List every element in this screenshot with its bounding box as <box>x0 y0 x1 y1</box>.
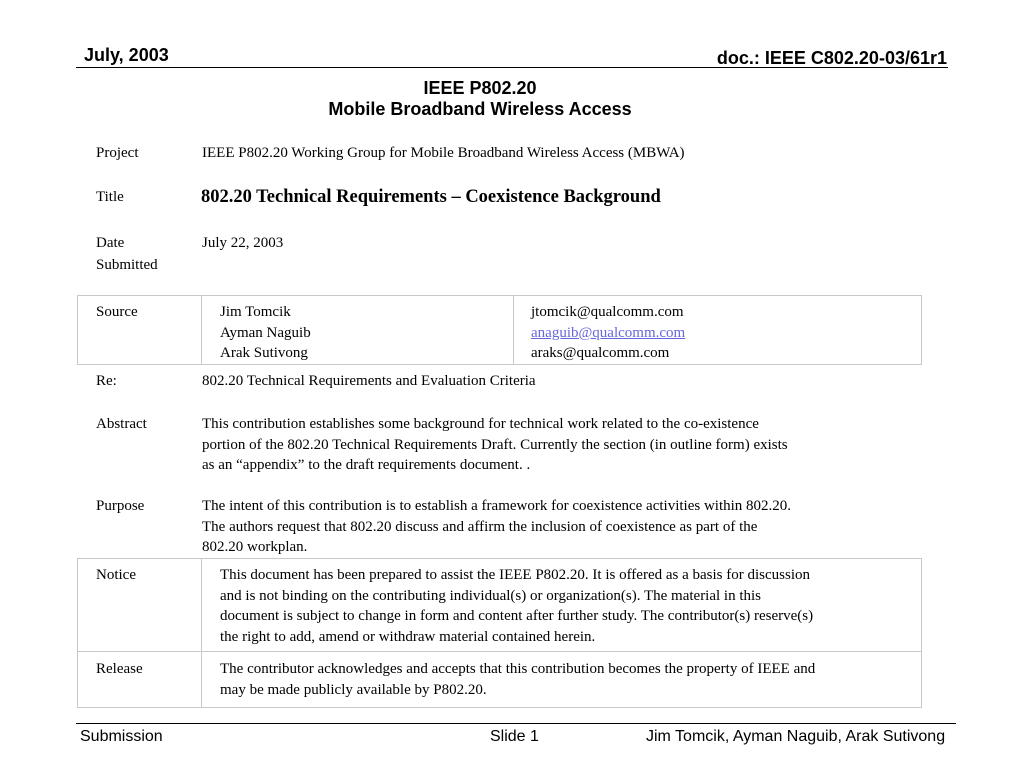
notice-divider <box>201 558 202 708</box>
slide-number: Slide 1 <box>490 728 539 745</box>
re-value: 802.20 Technical Requirements and Evaluation Criteria <box>202 373 536 389</box>
author-email-link[interactable]: anaguib@qualcomm.com <box>531 324 686 341</box>
purpose-line: The intent of this contribution is to establish a framework for coexistence activities within 802.20. <box>202 498 792 514</box>
notice-line: and is not binding on the contributing individual(s) or organization(s). The material in this <box>220 587 762 604</box>
header-divider <box>76 67 948 68</box>
purpose-text <box>202 496 791 558</box>
source-label: Source <box>96 304 138 320</box>
notice-label: Notice <box>96 567 136 583</box>
notice-text <box>220 565 813 647</box>
author-name: Arak Sutivong <box>220 345 308 361</box>
slide-subtitle: Mobile Broadband Wireless Access <box>328 99 632 119</box>
release-line: The contributor acknowledges and accepts that this contribution becomes the property of IEEE and <box>220 661 816 677</box>
source-names <box>220 302 311 364</box>
re-label: Re: <box>96 373 117 389</box>
author-name: Jim Tomcik <box>220 304 291 320</box>
purpose-line: The authors request that 802.20 discuss and affirm the inclusion of coexistence as part of the <box>202 518 758 535</box>
source-divider-2 <box>513 295 514 365</box>
purpose-label: Purpose <box>96 498 145 514</box>
notice-release-separator <box>77 651 922 652</box>
purpose-line: 802.20 workplan. <box>202 539 308 555</box>
title-label: Title <box>96 189 124 205</box>
abstract-line: This contribution establishes some background for technical work related to the co-existence <box>202 416 759 432</box>
source-divider-1 <box>201 295 202 365</box>
notice-line: This document has been prepared to assist the IEEE P802.20. It is offered as a basis for discussion <box>220 567 811 583</box>
abstract-label: Abstract <box>96 416 147 432</box>
date-label <box>96 233 158 275</box>
abstract-text <box>202 414 788 476</box>
source-table <box>77 295 922 365</box>
notice-line: document is subject to change in form and content after further study. The contributor(s) reserve(s) <box>220 608 814 624</box>
abstract-line: as an “appendix” to the draft requirements document. . <box>202 457 531 473</box>
project-value: IEEE P802.20 Working Group for Mobile Broadband Wireless Access (MBWA) <box>202 145 685 161</box>
notice-line: the right to add, amend or withdraw material contained herein. <box>220 628 596 645</box>
footer-divider <box>76 723 956 724</box>
document-id: doc.: IEEE C802.20-03/61r1 <box>716 48 947 68</box>
release-text <box>220 659 815 700</box>
project-label: Project <box>96 145 139 161</box>
release-label: Release <box>96 661 143 677</box>
author-email: jtomcik@qualcomm.com <box>531 304 684 320</box>
release-line: may be made publicly available by P802.20. <box>220 681 487 698</box>
footer-authors: Jim Tomcik, Ayman Naguib, Arak Sutivong <box>646 728 946 745</box>
date-label-line2: Submitted <box>96 257 158 273</box>
date-value: July 22, 2003 <box>202 235 284 251</box>
document-title: 802.20 Technical Requirements – Coexistence Background <box>201 187 661 207</box>
author-email: araks@qualcomm.com <box>531 345 670 361</box>
header-date: July, 2003 <box>84 45 169 65</box>
date-label-line1: Date <box>96 235 125 251</box>
footer-submission: Submission <box>80 728 163 745</box>
author-name: Ayman Naguib <box>220 324 311 341</box>
abstract-line: portion of the 802.20 Technical Requirements Draft. Currently the section (in outline form) exists <box>202 436 788 453</box>
source-emails <box>531 302 685 364</box>
slide-title: IEEE P802.20 <box>423 78 537 98</box>
